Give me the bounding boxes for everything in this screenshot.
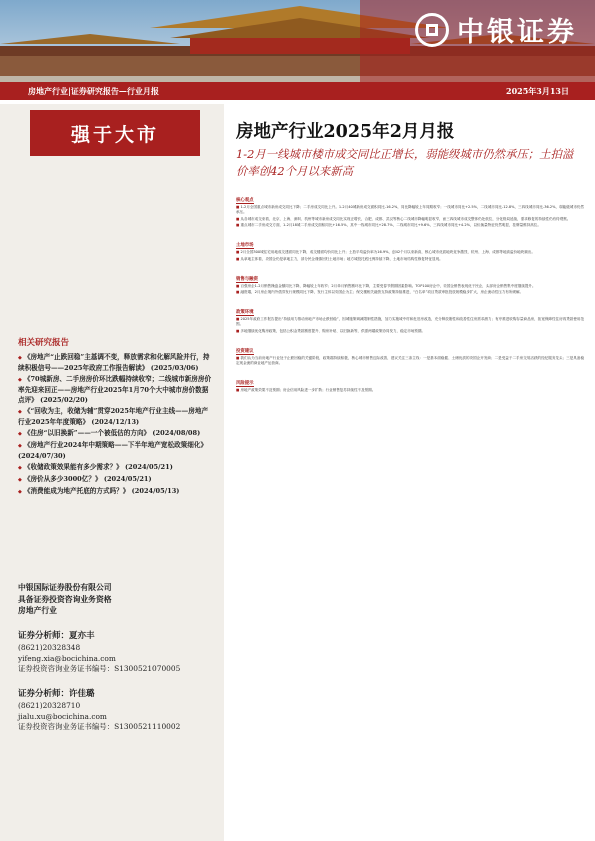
related-report-item[interactable]: ◆ 《房地产“止跌回稳”主基调不变，释放需求和化解风险并行，持续积极信号——2025年政府工作报告解读》 (2025/03/06): [18, 352, 214, 373]
analyst-card: [18, 630, 218, 675]
related-report-item[interactable]: ◆ 《收储政策效果能有多少需求？》 (2024/05/21): [18, 462, 214, 473]
org-name: 中银国际证券股份有限公司: [18, 583, 112, 592]
body-section: [236, 298, 584, 334]
brand-logo: [415, 10, 577, 49]
related-report-item[interactable]: ◆ 《消费能成为地产托底的方式吗？》 (2024/05/13): [18, 486, 214, 497]
body-paragraph: ■ 1-2月全国重点城市新房成交同比下降；二手房成交同比上升。1-2月40城新房成交面积同比-16.2%，同比降幅较上年同期收窄；一线城市同比+2.5%，二线城市同比-12.8%，三四线城市同比-36.2%，弱能级城市仍然承压。: [236, 205, 584, 215]
report-title: 房地产行业2025年2月月报: [236, 122, 455, 142]
related-reports-heading: 相关研究报告: [18, 338, 70, 348]
org-sector: 房地产行业: [18, 606, 57, 615]
body-paragraph: ■ 重点城市二手房成交方面，1-2月18城二手房成交面积同比+16.5%，其中一线城市同比+28.7%，二线城市同比+9.6%，三四线城市同比+4.2%，以价换量特征仍然明显，挂牌量维持高位。: [236, 223, 584, 228]
body-paragraph: ■ 多地继续优化购房政策，包括公积金贷款额度提升、购房补贴、以旧换新等，供需两端政策协同发力，稳定市场预期。: [236, 329, 584, 334]
body-paragraph: ■ 百强房企1-2月销售操盘金额同比下降，降幅较上年收窄；2月单月销售额环比下降，主要受春节假期因素影响。TOP100房企中，央国企销售表现优于民企，头部房企销售集中度继续提升。: [236, 284, 584, 289]
analyst-cert: 证券投资咨询业务证书编号：S1300521070005: [18, 664, 181, 673]
analyst-phone: (8621)20328710: [18, 701, 81, 710]
report-body: [236, 186, 584, 836]
related-report-item[interactable]: ◆ 《“回收为主，收储为辅”贯穿2025年地产行业主线——房地产行业2025年年度策略》 (2024/12/13): [18, 406, 214, 427]
section-tag: 土地市场: [236, 243, 254, 249]
section-tag: 政策环境: [236, 310, 254, 316]
section-tag: 销售与融资: [236, 276, 258, 282]
analyst-cert: 证券投资咨询业务证书编号：S1300521110002: [18, 722, 181, 731]
report-date: 2025年3月13日: [506, 85, 569, 96]
report-category: 房地产行业|证券研究报告—行业月报: [28, 85, 159, 96]
body-paragraph: ■ 我们认为当前房地产行业处于止跌回稳的关键阶段，政策端持续积极，核心城市销售边际改善，建议关注三条主线：一是基本面稳健、土储优质的央国企开发商；二是受益于二手房交易活跃的经纪服务龙头；三是具备稳定现金流的商业地产运营商。: [236, 356, 584, 366]
section-tag: 风险提示: [236, 381, 254, 387]
related-reports-list: [18, 352, 214, 498]
report-subtitle: 1-2月一线城市楼市成交同比正增长，弱能级城市仍然承压；土拍溢价率创42个月以来新高: [236, 147, 574, 178]
body-section: [236, 369, 584, 393]
body-section: [236, 186, 584, 228]
body-paragraph: ■ 2月全国300城住宅用地成交建面同比下降，成交楼面均价同比上升；土拍平均溢价率为16.9%，创42个月以来新高，核心城市优质地块竞争激烈，杭州、上海、成都等地高溢价地块频出。: [236, 250, 584, 255]
body-section: [236, 337, 584, 366]
body-paragraph: ■ 从各城市成交来看，北京、上海、深圳、杭州等城市新房成交同比实现正增长，合肥、成都、武汉等核心二线城市降幅明显收窄，而三四线城市成交整体仍处低位，分化格局延续，需求修复的持续性仍有待观察。: [236, 217, 584, 222]
analyst-name: 证券分析师：夏亦丰: [18, 631, 95, 641]
body-paragraph: ■ 2025年政府工作报告提出“持续用力推动房地产市场止跌回稳”，因城施策调减限制性措施，加力实施城中村和危旧房改造，充分释放刚性和改善性住房需求潜力；有序推进收购存量商品房，拓宽保障性住房再贷款使用范围。: [236, 317, 584, 327]
related-report-item[interactable]: ◆ 《房价从多少3000亿？》 (2024/05/21): [18, 474, 214, 485]
body-paragraph: ■ 房地产政策效果不及预期；房企信用风险进一步扩散；行业销售复苏持续性不及预期。: [236, 388, 584, 393]
header-banner: [0, 0, 595, 82]
analyst-card: [18, 688, 218, 733]
body-paragraph: ■ 融资端，2月房企境内外债券发行规模同比下降，发行主体以央国企为主；保交楼相关融资支持政策持续推进，“白名单”项目贷款审批投放规模稳步扩大，房企流动性压力有所缓解。: [236, 290, 584, 295]
rating-badge: 强于大市: [30, 110, 200, 156]
body-section: [236, 265, 584, 296]
org-qualification: 具备证券投资咨询业务资格: [18, 594, 112, 604]
analyst-phone: (8621)20328348: [18, 643, 81, 652]
section-tag: 投资建议: [236, 349, 254, 355]
body-section: [236, 231, 584, 262]
related-report-item[interactable]: ◆ 《70城新房、二手房房价环比跌幅持续收窄；二线城市新房房价率先迎来回正——房地产行业2025年1月70个大中城市房价数据点评》 (2025/02/20): [18, 374, 214, 405]
brand-name: 中银证券: [457, 17, 577, 48]
section-tag: 核心观点: [236, 198, 254, 203]
boc-logo-icon: [415, 13, 449, 47]
analyst-email[interactable]: jialu.xu@bocichina.com: [18, 711, 107, 721]
related-report-item[interactable]: ◆ 《住房“以旧换新”——一个被低估的方向》 (2024/08/08): [18, 428, 214, 439]
analyst-email[interactable]: yifeng.xia@bocichina.com: [18, 653, 116, 663]
body-paragraph: ■ 从拿地主体看，央国企仍是拿地主力，部分民企谨慎回归土地市场；地方城投托底比例持续下降，土地市场结构性修复特征显现。: [236, 257, 584, 262]
org-info: [18, 582, 214, 617]
report-info-bar: [0, 82, 595, 100]
analyst-name: 证券分析师：许佳璐: [18, 689, 95, 699]
related-report-item[interactable]: ◆ 《房地产行业2024年中期策略——下半年地产宽松政策细化》 (2024/07/30): [18, 440, 214, 461]
